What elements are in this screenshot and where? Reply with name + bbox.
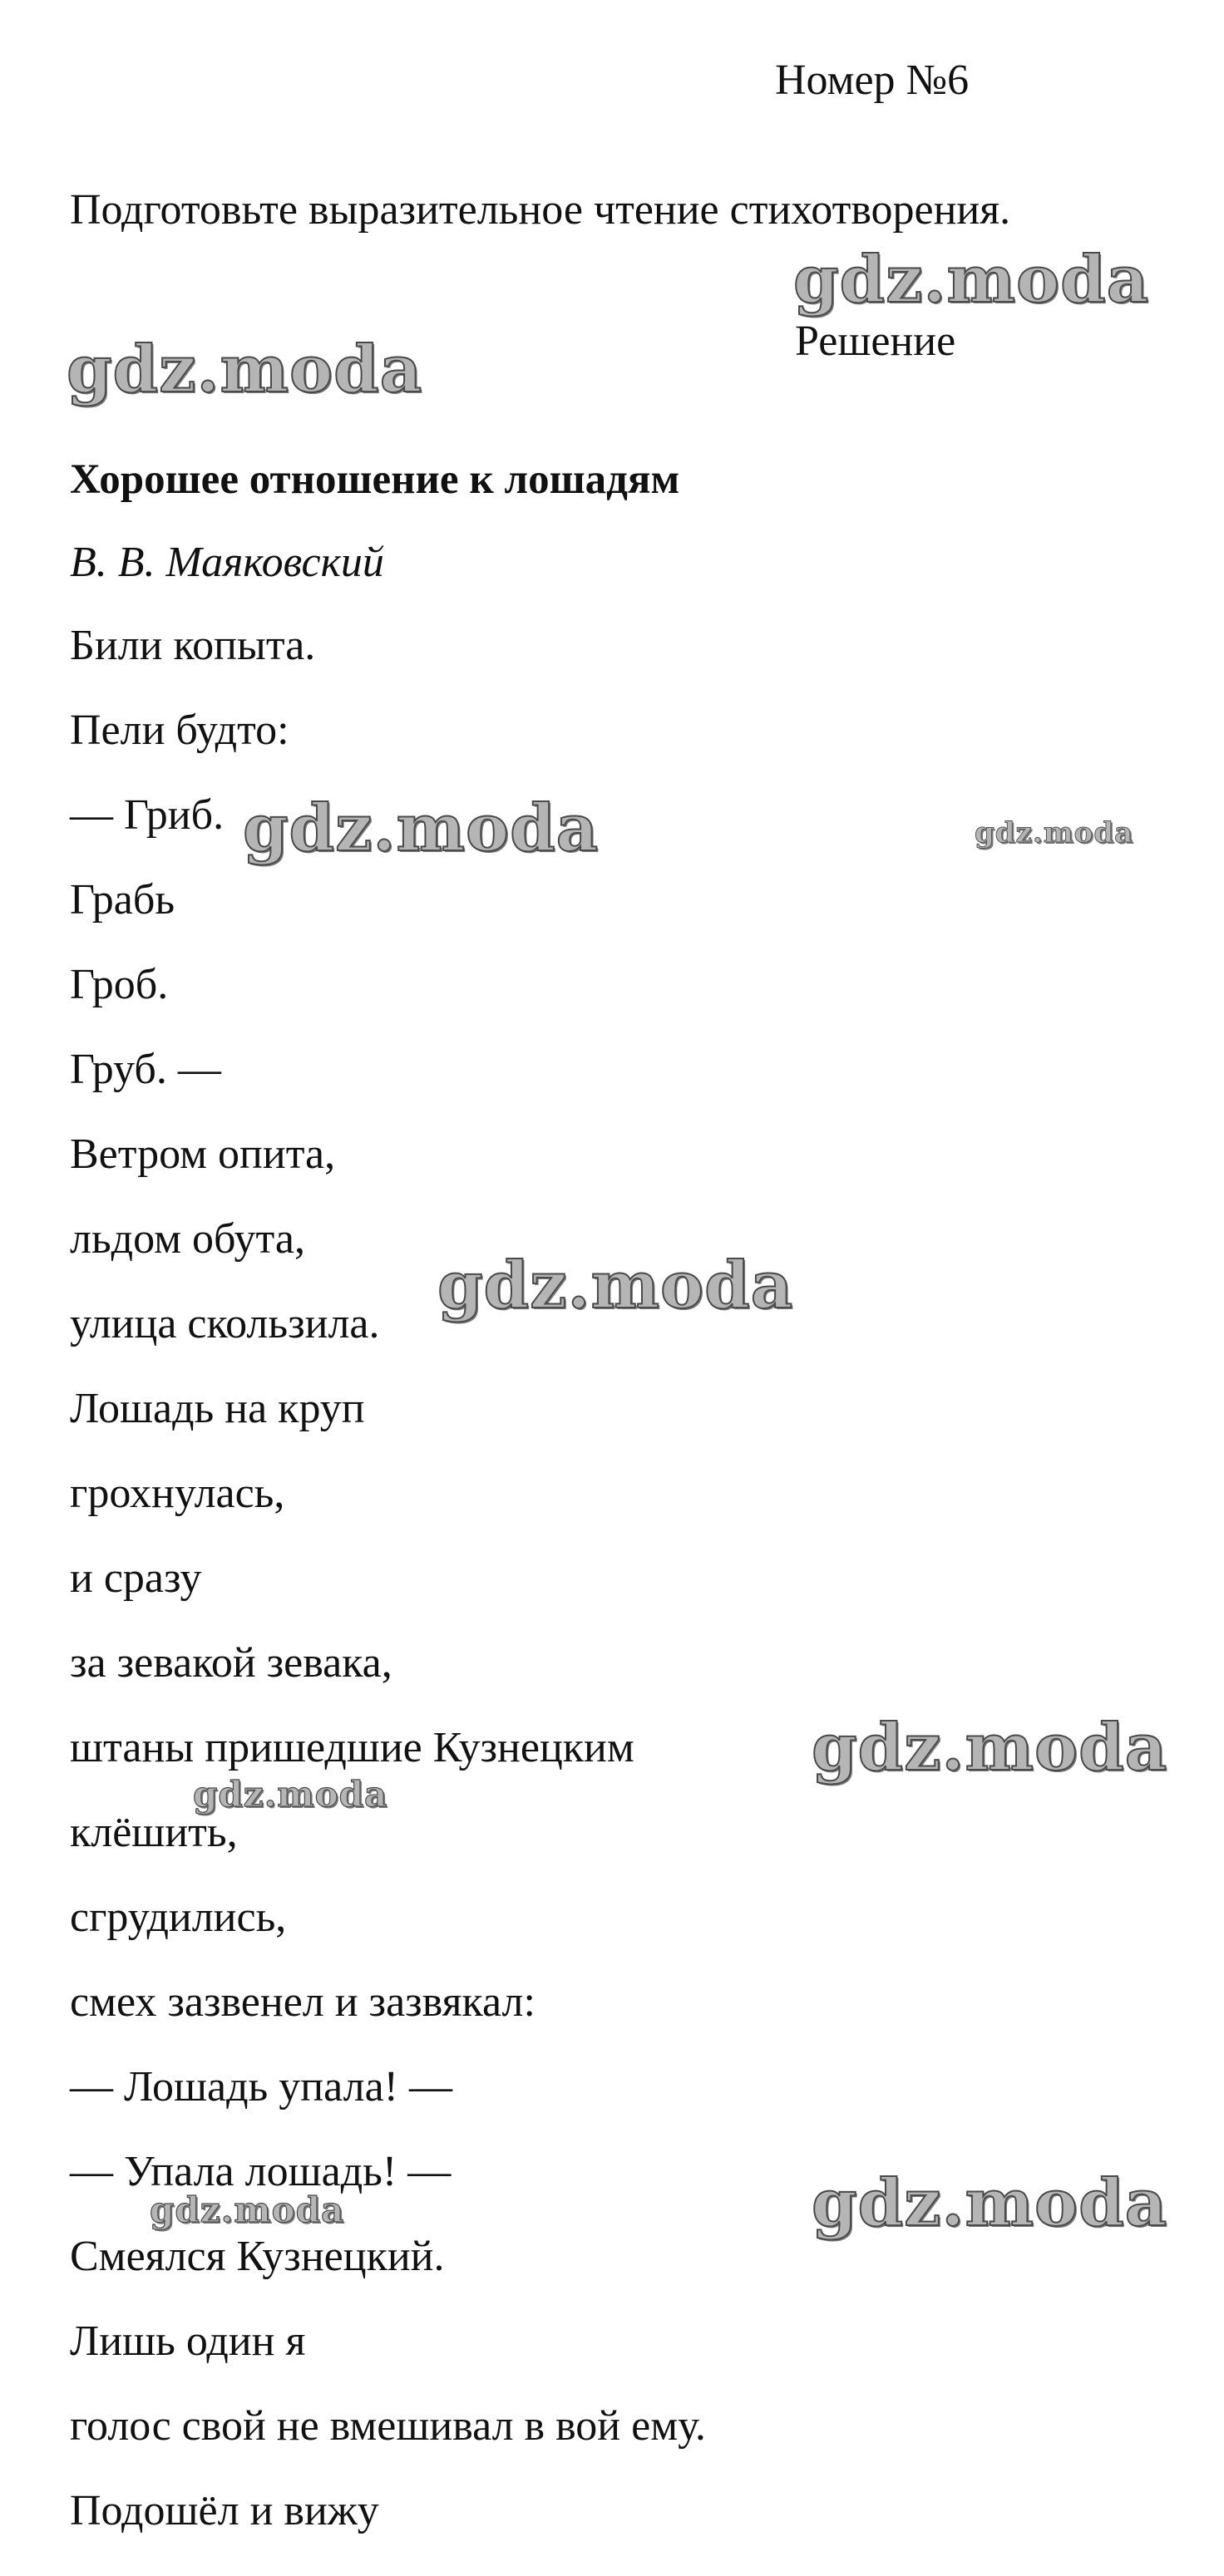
watermark: gdz.moda <box>150 2189 345 2230</box>
poem-line: Смеялся Кузнецкий. <box>70 2233 445 2280</box>
poem-line: льдом обута, <box>70 1215 305 1263</box>
poem-line: — Упала лошадь! — <box>70 2148 452 2195</box>
poem-line: Подошёл и вижу <box>70 2487 379 2534</box>
poem-line: и сразу <box>70 1554 202 1602</box>
poem-line: штаны пришедшие Кузнецким <box>70 1724 634 1771</box>
poem-line: голос свой не вмешивал в вой ему. <box>70 2402 706 2450</box>
poem-line: Лишь один я <box>70 2317 306 2365</box>
watermark: gdz.moda <box>193 1774 388 1815</box>
poem-lines <box>70 617 706 2567</box>
poem-line: — Гриб. <box>70 791 225 839</box>
watermark: gdz.moda <box>243 791 600 866</box>
poem-line: Лошадь на круп <box>70 1385 365 1432</box>
poem-line: улица скользила. <box>70 1300 380 1347</box>
watermark: gdz.moda <box>812 1710 1168 1785</box>
poem-line: за зевакой зевака, <box>70 1639 392 1687</box>
watermark: gdz.moda <box>793 242 1150 318</box>
poem-line: Грабь <box>70 876 175 924</box>
watermark: gdz.moda <box>975 816 1134 850</box>
poem-line: — Лошадь упала! — <box>70 2063 452 2111</box>
poem-author: В. В. Маяковский <box>70 539 384 586</box>
watermark: gdz.moda <box>437 1248 794 1323</box>
poem-line: смех зазвенел и зазвякал: <box>70 1978 536 2026</box>
poem-line: Ветром опита, <box>70 1130 336 1178</box>
watermark: gdz.moda <box>812 2165 1168 2241</box>
poem-line: Гроб. <box>70 961 169 1008</box>
poem-line: грохнулась, <box>70 1470 285 1517</box>
solution-label: Решение <box>795 318 956 365</box>
poem-line: сгрудились, <box>70 1894 287 1941</box>
poem-line: Пели будто: <box>70 707 289 754</box>
task-number: Номер №6 <box>775 57 970 104</box>
poem-title: Хорошее отношение к лошадям <box>70 456 680 503</box>
poem-line: клёшить, <box>70 1809 238 1856</box>
poem-line: Били копыта. <box>70 622 316 669</box>
task-text: Подготовьте выразительное чтение стихотворения. <box>70 186 1011 234</box>
poem-line: Груб. — <box>70 1046 221 1093</box>
watermark: gdz.moda <box>67 332 423 407</box>
